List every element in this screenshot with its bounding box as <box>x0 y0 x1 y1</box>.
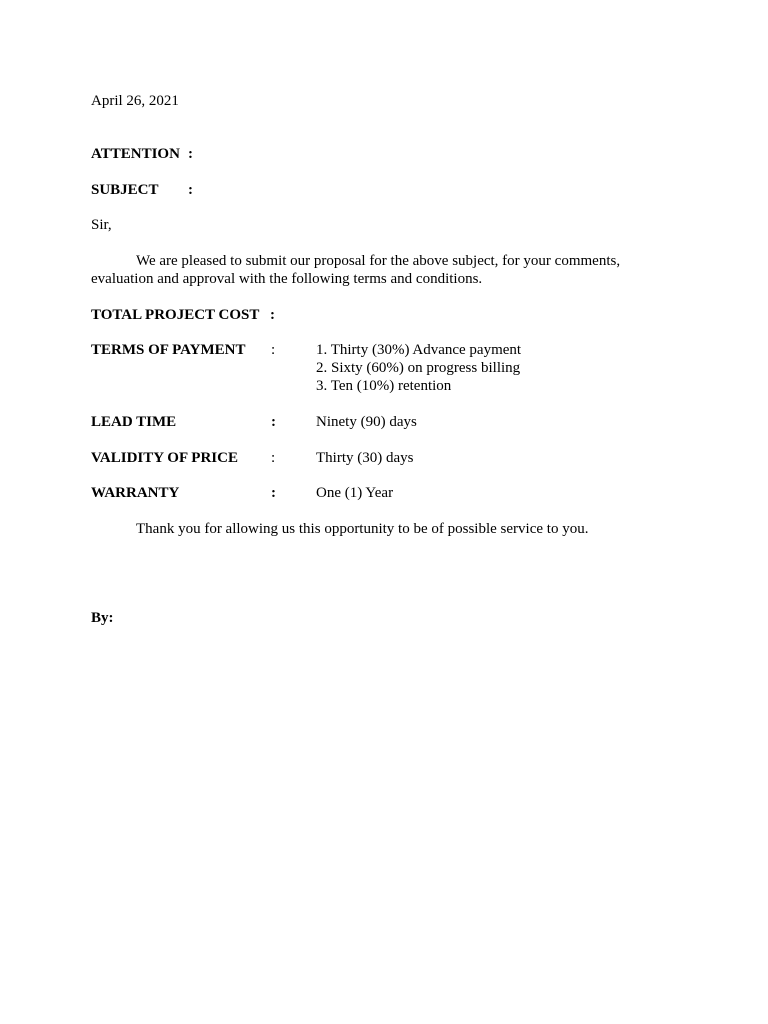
warranty-value: One (1) Year <box>316 485 394 501</box>
letter-date: April 26, 2021 <box>91 93 179 109</box>
lead-time-label: LEAD TIME <box>91 414 177 430</box>
validity-label: VALIDITY OF PRICE <box>91 450 238 466</box>
intro-line-2: evaluation and approval with the following terms and conditions. <box>91 271 483 287</box>
warranty-colon: : <box>271 485 276 501</box>
attention-colon: : <box>188 146 193 162</box>
terms-item-1: 1. Thirty (30%) Advance payment <box>316 342 522 358</box>
lead-time-colon: : <box>271 414 276 430</box>
total-cost-colon: : <box>270 307 275 323</box>
subject-colon: : <box>188 182 193 198</box>
total-cost-label: TOTAL PROJECT COST <box>91 307 260 323</box>
intro-paragraph <box>91 252 651 288</box>
lead-time-value: Ninety (90) days <box>316 414 417 430</box>
validity-value: Thirty (30) days <box>316 450 414 466</box>
attention-label: ATTENTION <box>91 146 180 162</box>
terms-label: TERMS OF PAYMENT <box>91 342 246 358</box>
warranty-label: WARRANTY <box>91 485 180 501</box>
validity-colon: : <box>271 450 276 466</box>
salutation: Sir, <box>91 217 112 233</box>
intro-line-1: We are pleased to submit our proposal for the above subject, for your comments, <box>136 253 621 269</box>
closing-sentence: Thank you for allowing us this opportunity to be of possible service to you. <box>136 521 589 537</box>
terms-item-3: 3. Ten (10%) retention <box>316 378 452 394</box>
terms-colon: : <box>271 342 276 358</box>
subject-label: SUBJECT <box>91 182 159 198</box>
terms-item-2: 2. Sixty (60%) on progress billing <box>316 360 521 376</box>
signoff-label: By: <box>91 610 114 626</box>
